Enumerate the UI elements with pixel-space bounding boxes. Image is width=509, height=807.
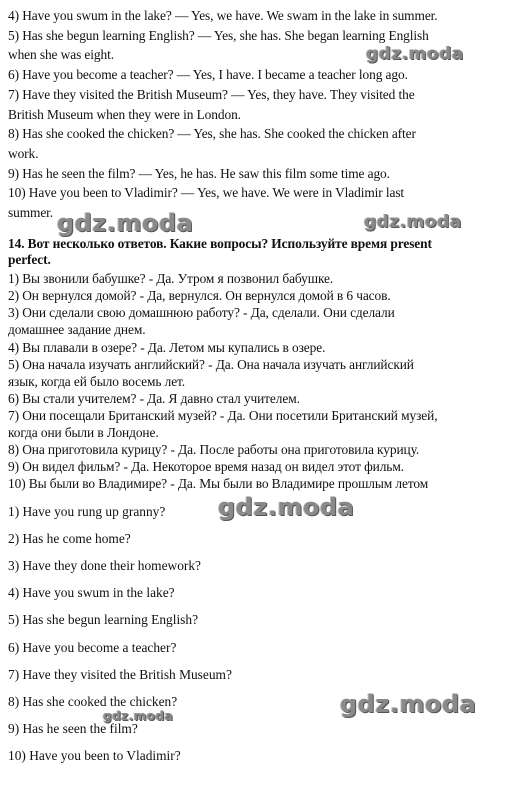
answer-line: 10) Have you been to Vladimir? — [8, 748, 181, 763]
text-line: 2) Он вернулся домой? - Да, вернулся. Он вернулся домой в 6 часов. — [8, 288, 391, 303]
text-line: 4) Вы плавали в озере? - Да. Летом мы купались в озере. — [8, 340, 326, 355]
text-line: 9) Has he seen the film? — Yes, he has. He saw this film some time ago. — [8, 166, 390, 181]
task-heading: perfect. — [8, 252, 51, 267]
watermark: gdz.moda — [364, 212, 462, 232]
watermark: gdz.moda — [340, 690, 477, 718]
answer-line: 7) Have they visited the British Museum? — [8, 667, 232, 682]
text-line: 7) Have they visited the British Museum? — Yes, they have. They visited the — [8, 87, 415, 102]
text-line: summer. — [8, 205, 54, 220]
text-line: 6) Have you become a teacher? — Yes, I have. I became a teacher long ago. — [8, 67, 408, 82]
answer-line: 1) Have you rung up granny? — [8, 504, 166, 519]
text-line: 10) Вы были во Владимире? - Да. Мы были во Владимире прошлым летом — [8, 476, 429, 491]
text-line: 6) Вы стали учителем? - Да. Я давно стал учителем. — [8, 391, 300, 406]
text-line: when she was eight. — [8, 47, 114, 62]
watermark: gdz.moda — [103, 709, 174, 723]
task-heading: 14. Вот несколько ответов. Какие вопросы? Используйте время present — [8, 236, 432, 251]
answer-line: 5) Has she begun learning English? — [8, 612, 199, 627]
text-line: 10) Have you been to Vladimir? — Yes, we have. We were in Vladimir last — [8, 185, 405, 200]
answer-line: 8) Has she cooked the chicken? — [8, 694, 178, 709]
answer-line: 2) Has he come home? — [8, 531, 131, 546]
watermark: gdz.moda — [366, 44, 464, 64]
text-line: 1) Вы звонили бабушке? - Да. Утром я позвонил бабушке. — [8, 271, 334, 286]
answer-line: 9) Has he seen the film? — [8, 721, 138, 736]
text-line: домашнее задание днем. — [8, 322, 146, 337]
text-line: 4) Have you swum in the lake? — Yes, we have. We swam in the lake in summer. — [8, 8, 438, 23]
text-line: 3) Они сделали свою домашнюю работу? - Да, сделали. Они сделали — [8, 305, 395, 320]
text-line: 7) Они посещали Британский музей? - Да. Они посетили Британский музей, — [8, 408, 438, 423]
answer-line: 6) Have you become a teacher? — [8, 640, 177, 655]
text-line: 5) Has she begun learning English? — Yes, she has. She began learning English — [8, 28, 429, 43]
text-line: 5) Она начала изучать английский? - Да. Она начала изучать английский — [8, 357, 414, 372]
answer-line: 3) Have they done their homework? — [8, 558, 201, 573]
text-line: 8) Has she cooked the chicken? — Yes, she has. She cooked the chicken after — [8, 126, 416, 141]
watermark: gdz.moda — [57, 209, 194, 237]
watermark: gdz.moda — [218, 493, 355, 521]
text-line: 8) Она приготовила курицу? - Да. После работы она приготовила курицу. — [8, 442, 420, 457]
text-line: когда они были в Лондоне. — [8, 425, 159, 440]
text-line: язык, когда ей было восемь лет. — [8, 374, 186, 389]
text-line: 9) Он видел фильм? - Да. Некоторое время назад он видел этот фильм. — [8, 459, 404, 474]
answer-line: 4) Have you swum in the lake? — [8, 585, 175, 600]
text-line: British Museum when they were in London. — [8, 107, 241, 122]
text-line: work. — [8, 146, 39, 161]
